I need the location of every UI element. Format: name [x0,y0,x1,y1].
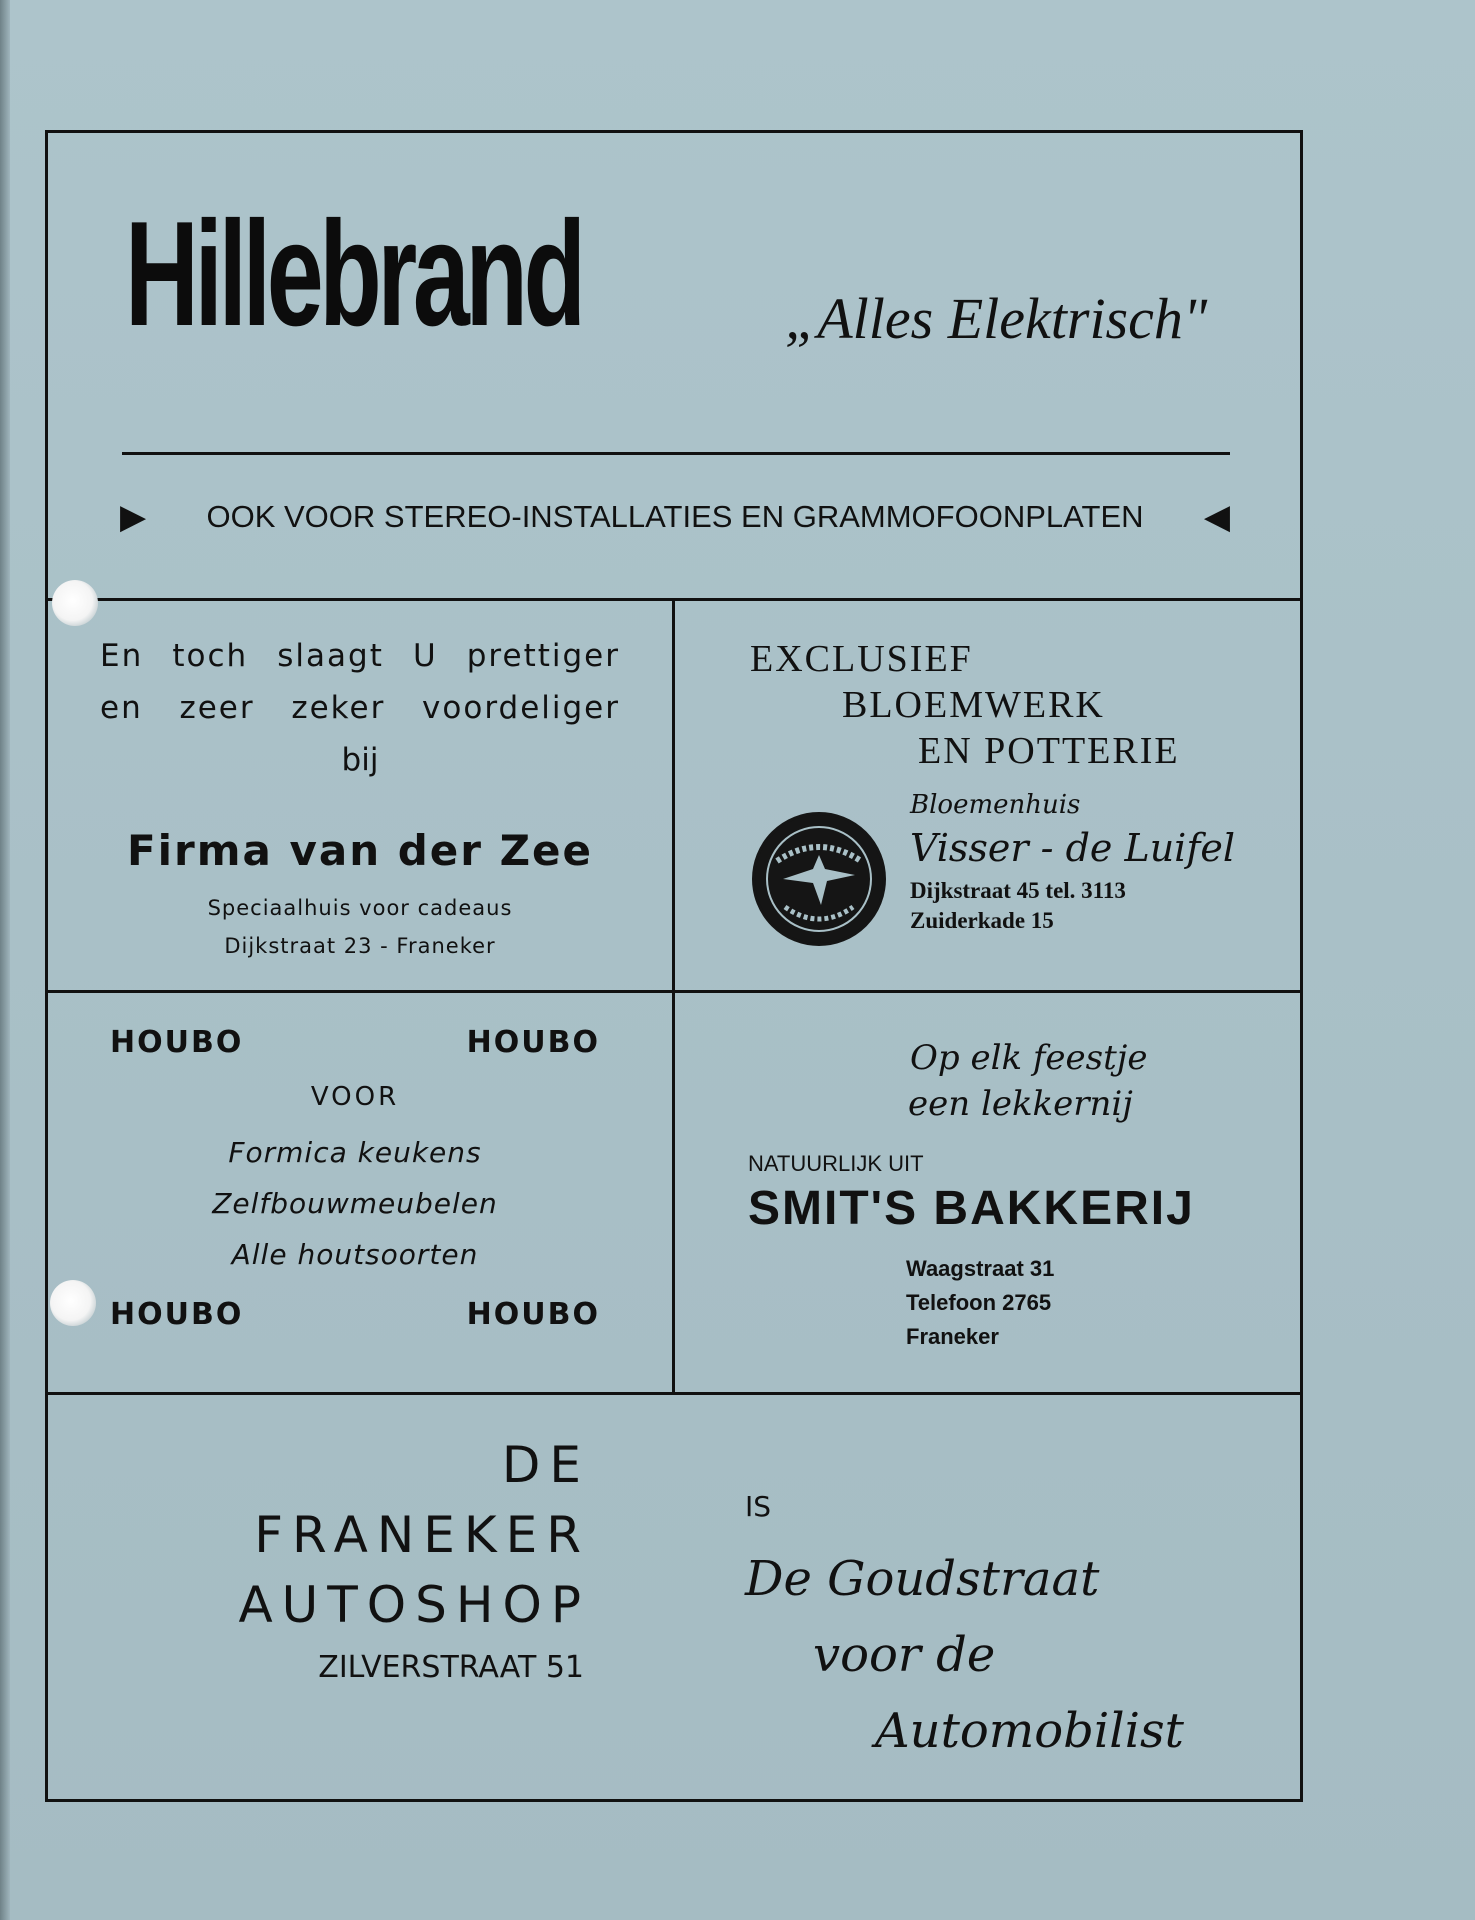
bakkerij-address-3: Franeker [906,1324,999,1349]
autoshop-is: IS [745,1490,772,1523]
arrow-right-icon: ▶ [120,497,147,537]
houbo-top-left: HOUBO [110,1025,244,1060]
banner-text: OOK VOOR STEREO-INSTALLATIES EN GRAMMOFOONPLATEN [206,499,1144,534]
hillebrand-logo: Hillebrand [125,190,582,358]
punch-hole-top [52,580,98,626]
houbo-item-1: Formica keukens [228,1136,482,1169]
slogan-line-1: De Goudstraat [745,1551,1100,1607]
houbo-bottom-right: HOUBO [466,1297,600,1332]
bakkerij-intro: NATUURLIJK UIT [748,1151,924,1176]
flower-shop-seal-icon [752,812,886,946]
divider-row-3 [45,1392,1303,1395]
vdz-name: Firma van der Zee [126,826,594,875]
bloem-line-2: BLOEMWERK [842,684,1105,726]
houbo-item-3: Alle houtsoorten [231,1238,479,1271]
bakkerij-slogan-1: Op elk feestje [910,1038,1148,1078]
autoshop-line-3: AUTOSHOP [238,1576,590,1634]
arrow-left-icon: ◀ [1203,497,1230,537]
ad-bakkerij [748,1035,1238,1350]
vdz-line-2: en zeer zeker voordeliger [100,690,620,726]
autoshop-line-1: DE [501,1436,590,1494]
autoshop-address: ZILVERSTRAAT 51 [318,1650,584,1685]
ad-goudstraat [745,1490,1245,1769]
houbo-bottom-left: HOUBO [110,1297,244,1332]
paper-edge [0,0,10,1920]
autoshop-line-2: FRANEKER [254,1506,590,1564]
bakkerij-name: SMIT'S BAKKERIJ [748,1182,1195,1235]
vdz-address: Dijkstraat 23 - Franeker [224,934,496,958]
bakkerij-address-2: Telefoon 2765 [906,1290,1052,1315]
houbo-voor: VOOR [310,1082,400,1112]
ad-autoshop [110,1430,590,1685]
punch-hole-bottom [50,1280,96,1326]
vdz-line-3: bij [341,742,379,778]
rule-under-brand [122,452,1230,455]
vdz-line-1: En toch slaagt U prettiger [100,638,620,674]
houbo-bottom-row [110,1297,600,1332]
bloem-address-2: Zuiderkade 15 [910,908,1054,933]
houbo-top-right: HOUBO [466,1025,600,1060]
hillebrand-banner [120,492,1230,542]
vdz-subtitle: Speciaalhuis voor cadeaus [207,896,513,920]
ad-houbo [110,1025,600,1332]
slogan-line-2: voor de [813,1627,996,1683]
bakkerij-address-1: Waagstraat 31 [906,1256,1055,1281]
hillebrand-tagline: „Alles Elektrisch" [785,286,1208,351]
bloem-line-3: EN POTTERIE [918,730,1180,772]
bloem-name: Visser - de Luifel [910,826,1236,870]
houbo-top-row [110,1025,600,1060]
bloem-line-1: EXCLUSIEF [750,638,973,680]
bloem-address-1: Dijkstraat 45 tel. 3113 [910,878,1126,903]
bakkerij-slogan-2: een lekkernij [908,1084,1133,1124]
bloem-label: Bloemenhuis [910,790,1081,820]
column-divider [672,598,675,1392]
slogan-line-3: Automobilist [875,1703,1184,1759]
houbo-item-2: Zelfbouwmeubelen [212,1187,498,1220]
ad-van-der-zee [100,630,620,965]
